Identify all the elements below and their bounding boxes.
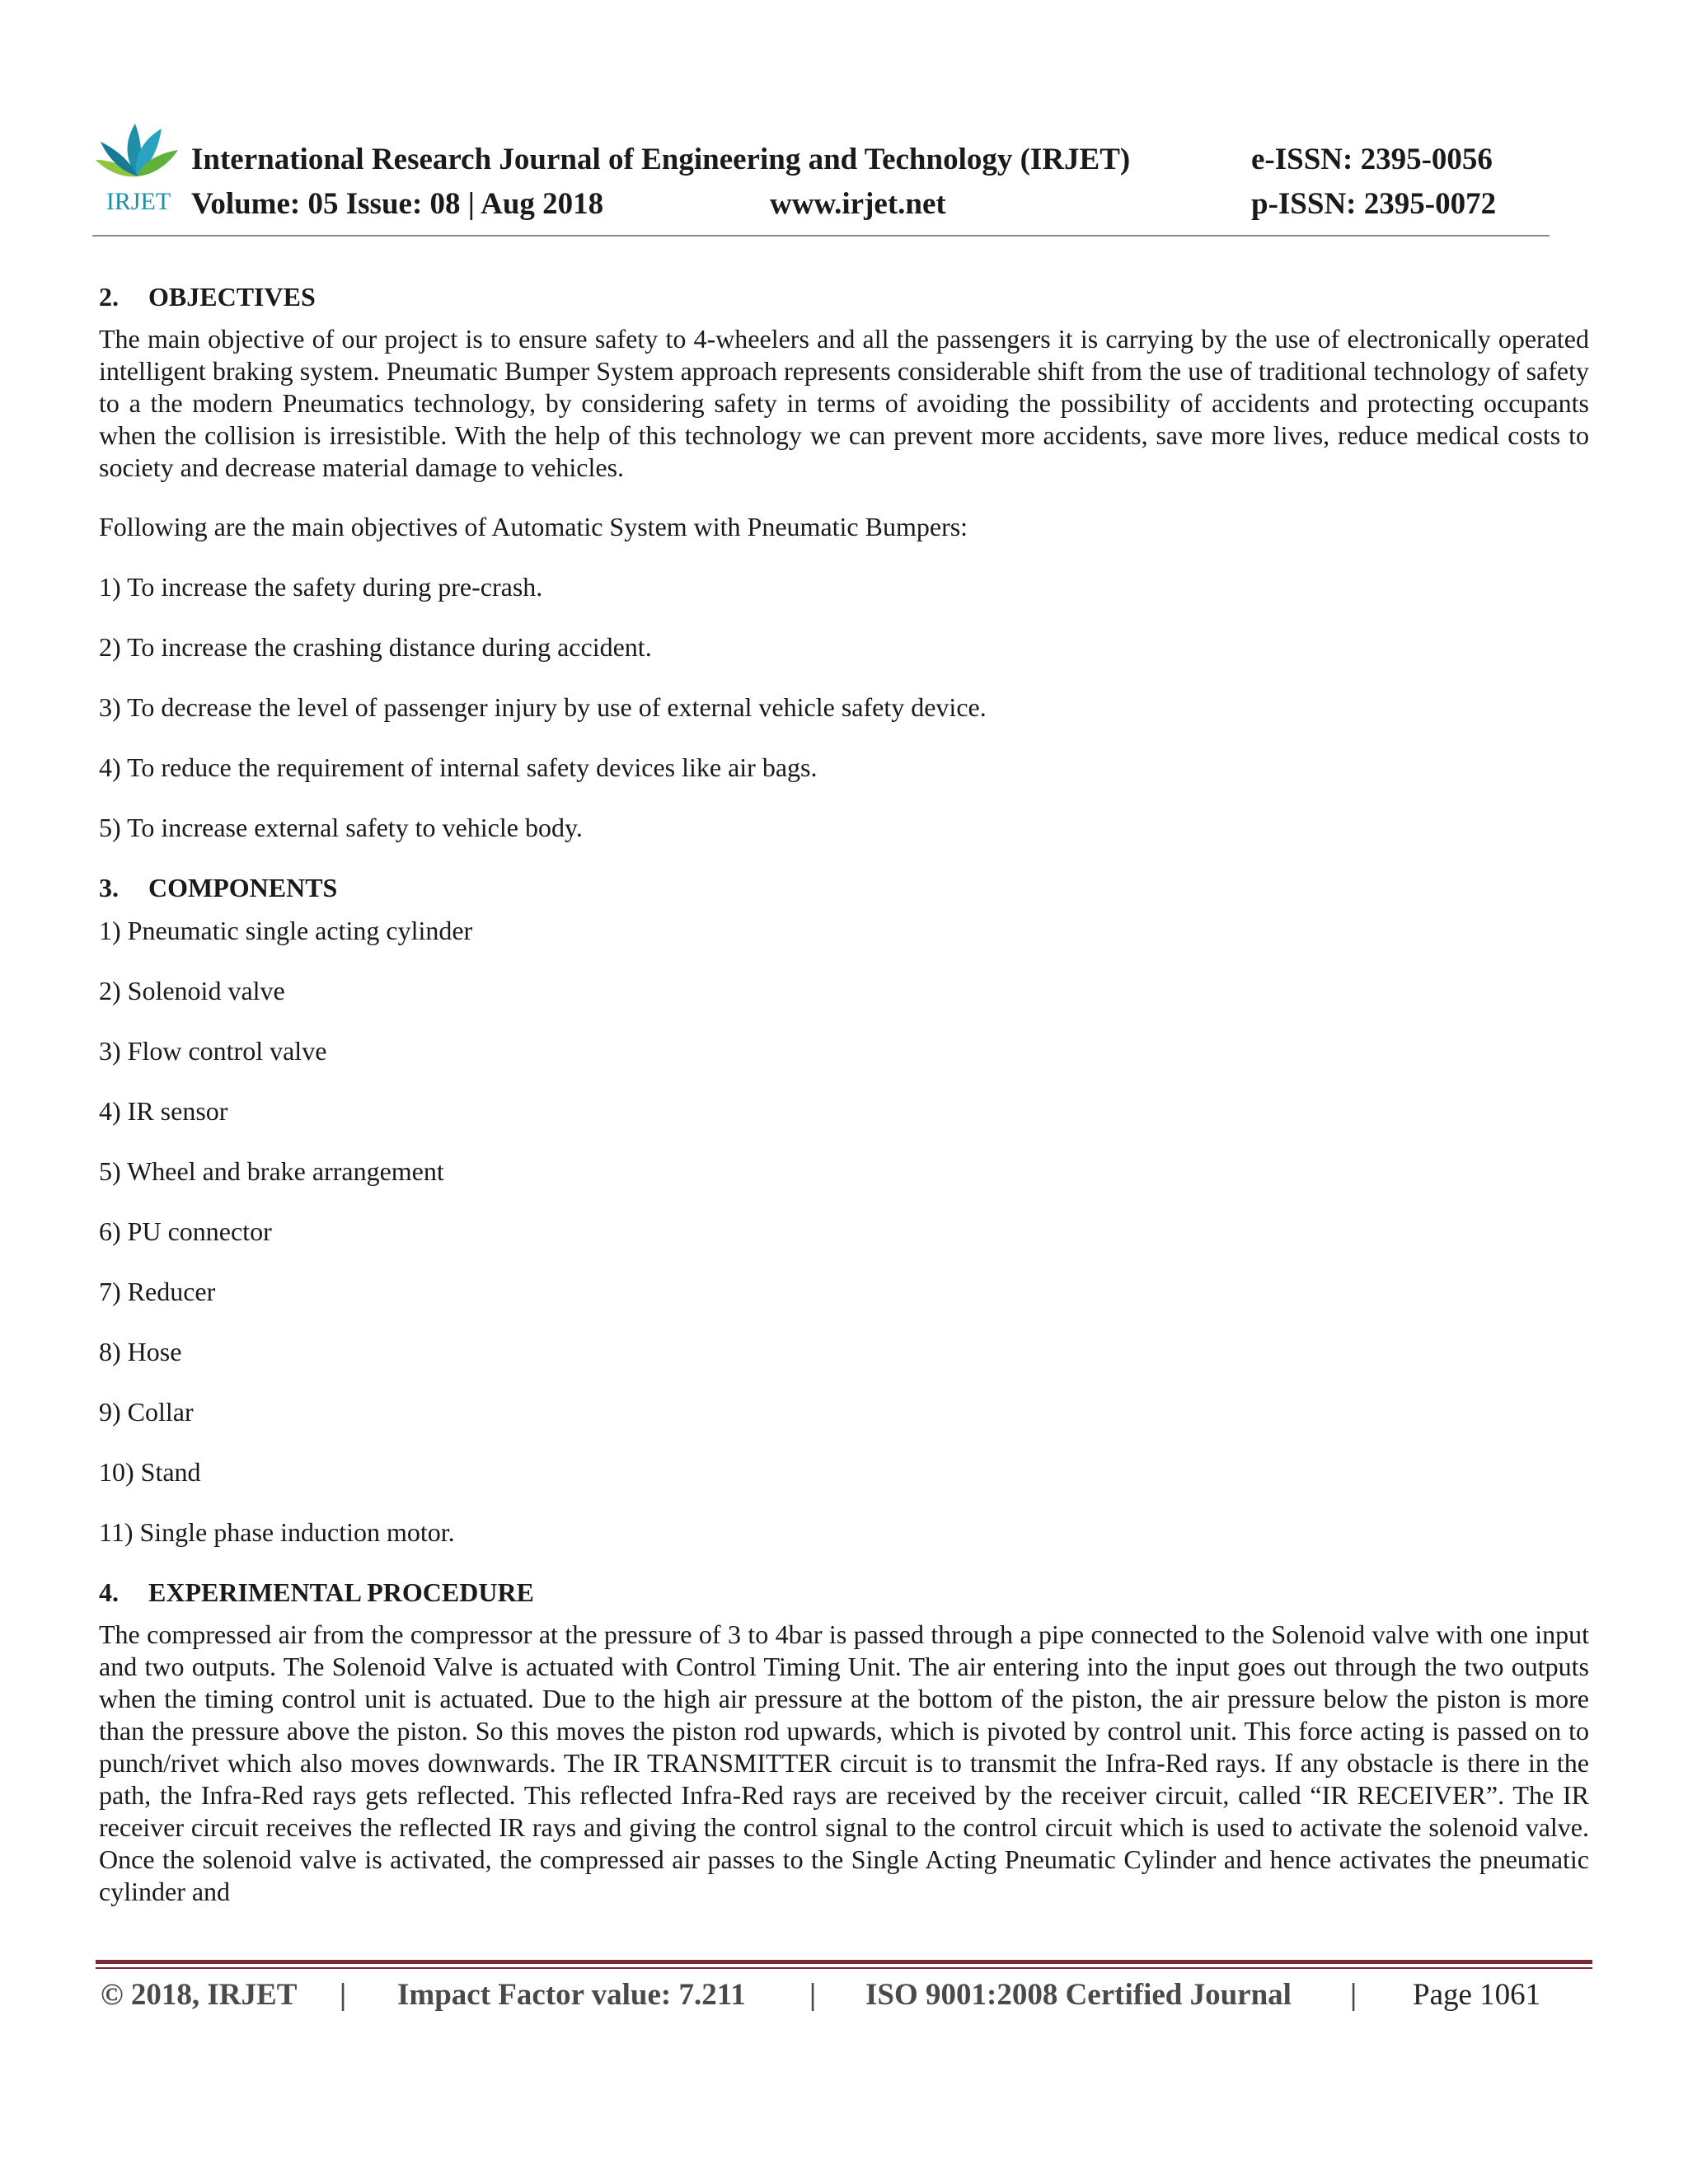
footer-page-number: Page 1061 [1413, 1978, 1541, 2012]
objectives-intro: Following are the main objectives of Automatic System with Pneumatic Bumpers: [99, 512, 968, 541]
footer-divider [96, 1960, 1592, 1964]
p-issn: p-ISSN: 2395-0072 [1251, 187, 1497, 221]
section-number: 4. [99, 1577, 119, 1607]
footer-copyright: © 2018, IRJET [101, 1978, 298, 2012]
list-item: 1) To increase the safety during pre-crash. [99, 572, 543, 602]
list-item: 4) IR sensor [99, 1096, 228, 1126]
list-item: 2) Solenoid valve [99, 976, 285, 1005]
section-title: EXPERIMENTAL PROCEDURE [148, 1577, 534, 1607]
list-item: 8) Hose [99, 1337, 182, 1366]
volume-issue: Volume: 05 Issue: 08 | Aug 2018 [191, 187, 604, 221]
list-item: 5) To increase external safety to vehicle body. [99, 813, 583, 842]
journal-title: International Research Journal of Engineering and Technology (IRJET) [191, 143, 1131, 176]
list-item: 2) To increase the crashing distance during accident. [99, 632, 652, 662]
footer-separator: | [809, 1978, 817, 2012]
section-heading-objectives [99, 264, 1589, 323]
footer-impact-factor: Impact Factor value: 7.211 [397, 1978, 746, 2012]
footer-separator: | [340, 1978, 347, 2012]
list-item: 1) Pneumatic single acting cylinder [99, 916, 473, 945]
list-item: 9) Collar [99, 1397, 194, 1427]
footer-iso: ISO 9001:2008 Certified Journal [865, 1978, 1292, 2012]
irjet-logo [92, 117, 183, 216]
article-body [99, 264, 1589, 1908]
section-title: OBJECTIVES [148, 282, 316, 312]
procedure-paragraph: The compressed air from the compressor at the pressure of 3 to 4bar is passed through a pipe connected to the Solenoid valve with one input and two outputs. The Solenoid Valve is actuated with Control Timing Unit. The air entering into the input goes out through the two outputs when the timing control unit is actuated. Due to the high air pressure at the bottom of the piston, the air pressure below the piston is more than the pressure above the piston. So this moves the piston rod upwards, which is pivoted by control unit. This force acting is passed on to punch/rivet which also moves downwards. The IR TRANSMITTER circuit is to transmit the Infra-Red rays. If any obstacle is there in the path, the Infra-Red rays gets reflected. This reflected Infra-Red rays are received by the receiver circuit, called “IR RECEIVER”. The IR receiver circuit receives the reflected IR rays and giving the control signal to the control circuit which is used to activate the solenoid valve. Once the solenoid valve is activated, the compressed air passes to the Single Acting Pneumatic Cylinder and hence activates the pneumatic cylinder and [99, 1619, 1589, 1906]
section-number: 3. [99, 873, 119, 902]
journal-header [92, 117, 1550, 236]
list-item: 4) To reduce the requirement of internal safety devices like air bags. [99, 752, 818, 782]
journal-website[interactable]: www.irjet.net [770, 187, 946, 221]
section-title: COMPONENTS [148, 873, 338, 902]
list-item: 5) Wheel and brake arrangement [99, 1156, 444, 1186]
journal-footer [101, 1975, 1551, 2016]
section-heading-components [99, 855, 1589, 914]
e-issn: e-ISSN: 2395-0056 [1251, 143, 1493, 176]
list-item: 11) Single phase induction motor. [99, 1517, 455, 1547]
section-number: 2. [99, 282, 119, 312]
header-divider [92, 235, 1550, 237]
list-item: 6) PU connector [99, 1216, 272, 1246]
list-item: 3) To decrease the level of passenger injury by use of external vehicle safety device. [99, 692, 987, 722]
footer-divider-thin [96, 1967, 1592, 1969]
list-item: 7) Reducer [99, 1277, 216, 1306]
section-heading-procedure [99, 1559, 1589, 1619]
irjet-leaf-logo-icon [92, 117, 183, 216]
logo-text: IRJET [106, 188, 171, 215]
footer-separator: | [1350, 1978, 1357, 2012]
objectives-paragraph: The main objective of our project is to ensure safety to 4-wheelers and all the passengers it is carrying by the use of electronically operated intelligent braking system. Pneumatic Bumper System approach represents considerable shift from the use of traditional technology of safety to a the modern Pneumatics technology, by considering safety in terms of avoiding the possibility of accidents and protecting occupants when the collision is irresistible. With the help of this technology we can prevent more accidents, save more lives, reduce medical costs to society and decrease material damage to vehicles. [99, 324, 1589, 482]
list-item: 10) Stand [99, 1457, 201, 1487]
list-item: 3) Flow control valve [99, 1036, 327, 1066]
